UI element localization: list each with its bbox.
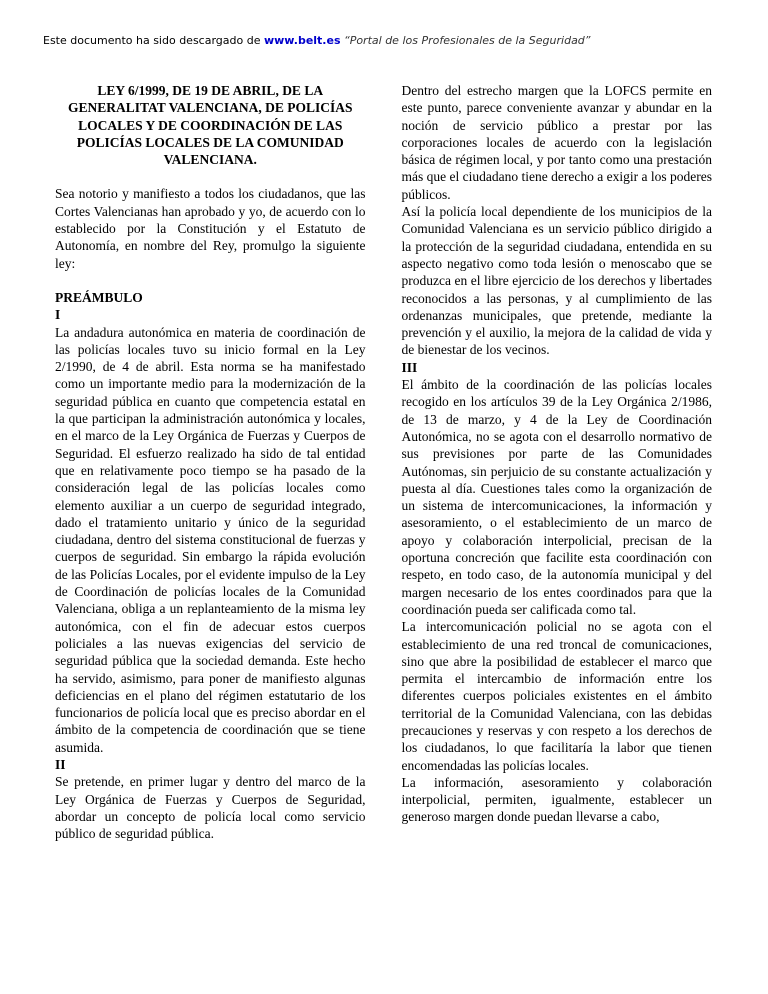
paragraph: Sea notorio y manifiesto a todos los ciudadanos, que las Cortes Valencianas han aprobado y yo, de acuerdo con lo establecido por la Constitución y el Estatuto de Autonomía, en nombre del Rey, promulgo la siguiente ley: [55, 186, 366, 271]
paragraph: La intercomunicación policial no se agota con el establecimiento de una red troncal de comunicaciones, sino que abre la posibilidad de establecer el marco que permita el intercambio de información entre los diferentes cuerpos policiales existentes en el ámbito territorial de la Comunidad Valenciana, con las debidas precauciones y reservas y con respeto a los derechos de los ciudadanos, lo que facilitaría la labor que tienen encomendadas las policías locales. [401, 619, 712, 773]
section-heading: I [55, 307, 61, 323]
document-title: LEY 6/1999, DE 19 DE ABRIL, DE LA GENERALITAT VALENCIANA, DE POLICÍAS LOCALES Y DE COORDINACIÓN DE LAS POLICÍAS LOCALES DE LA COMUNIDAD VALENCIANA. [67, 83, 353, 168]
belt-website-link[interactable]: www.belt.es [263, 34, 341, 47]
paragraph: La andadura autonómica en materia de coordinación de las policías locales tuvo su inicio formal en la Ley 2/1990, de 4 de abril. Esta norma se ha manifestado como un importante medio para la modernización de la seguridad pública en cuanto que competencia estatal en la que participan la administración autonómica y locales, en el marco de la Ley Orgánica de Fuerzas y Cuerpos de Seguridad. El esfuerzo realizado ha sido de tal entidad que en relativamente poco tiempo se ha pasado de la consideración legal de las policías locales como elemento auxiliar a un cuerpo de seguridad integrado, dado el tratamiento unitario y único de la seguridad ciudadana, dentro del sistema constitucional de fuerzas y cuerpos de seguridad. Sin embargo la rápida evolución de las Policías Locales, por el evidente impulso de la Ley de Coordinación de policías locales de la Comunidad Valenciana, obliga a un replanteamiento de la misma ley autonómica, con el fin de adecuar estos cuerpos policiales a las nuevas exigencias del servicio de seguridad pública que la sociedad demanda. Este hecho ha servido, asimismo, para poner de manifiesto algunas deficiencias en el plano del régimen estatutario de los funcionarios de policía local que es preciso abordar en el ámbito de la competencia de coordinación que se tiene asumida. [55, 324, 366, 755]
download-notice-text: Este documento ha sido descargado de [43, 34, 261, 47]
paragraph: Se pretende, en primer lugar y dentro del marco de la Ley Orgánica de Fuerzas y Cuerpos de Seguridad, abordar un concepto de policía local como servicio público de seguridad pública. [55, 774, 366, 842]
section-heading: PREÁMBULO [55, 289, 143, 305]
section-heading: II [55, 756, 66, 772]
paragraph: El ámbito de la coordinación de las policías locales recogido en los artículos 39 de la Ley Orgánica 2/1986, de 13 de marzo, y 4 de la Ley de Coordinación Autonómica, no se agota con el desarrollo normativo de sus previsiones por parte de las Comunidades Autónomas, sin perjuicio de su constante actualización y puesta al día. Cuestiones tales como la organización de un sistema de intercomunicaciones, la información y asesoramiento, o el establecimiento de un marco de apoyo y colaboración interpolicial, precisan de la oportuna concreción que facilite esta coordinación con respeto, en todo caso, de la autonomía municipal y del margen necesario de los entes coordinados para que la coordinación pueda ser calificada como tal. [401, 377, 712, 617]
portal-tagline: “Portal de los Profesionales de la Seguridad” [344, 34, 591, 47]
section-heading: III [401, 359, 418, 375]
right-column [402, 82, 713, 842]
paragraph: La información, asesoramiento y colaboración interpolicial, permiten, igualmente, establecer un generoso margen donde puedan llevarse a cabo, [401, 774, 712, 825]
two-column-layout [55, 82, 712, 842]
paragraph: Así la policía local dependiente de los municipios de la Comunidad Valenciana es un servicio público dirigido a la protección de la seguridad ciudadana, entendida en su aspecto negativo como toda lesión o menoscabo que se produzca en el libre ejercicio de los derechos y libertades reconocidos a las personas, y al cumplimiento de las ordenanzas municipales, que pretende, mediante la prevención y el auxilio, la mejora de la calidad de vida y de bienestar de los vecinos. [401, 204, 712, 358]
paragraph: Dentro del estrecho margen que la LOFCS permite en este punto, parece conveniente avanzar y abundar en la noción de servicio público a prestar por las corporaciones locales de acuerdo con la legislación básica de régimen local, y por tanto como una prestación más que el ciudadano tiene derecho a exigir a los poderes públicos. [401, 83, 712, 202]
left-column [55, 82, 366, 842]
download-notice [43, 34, 712, 48]
